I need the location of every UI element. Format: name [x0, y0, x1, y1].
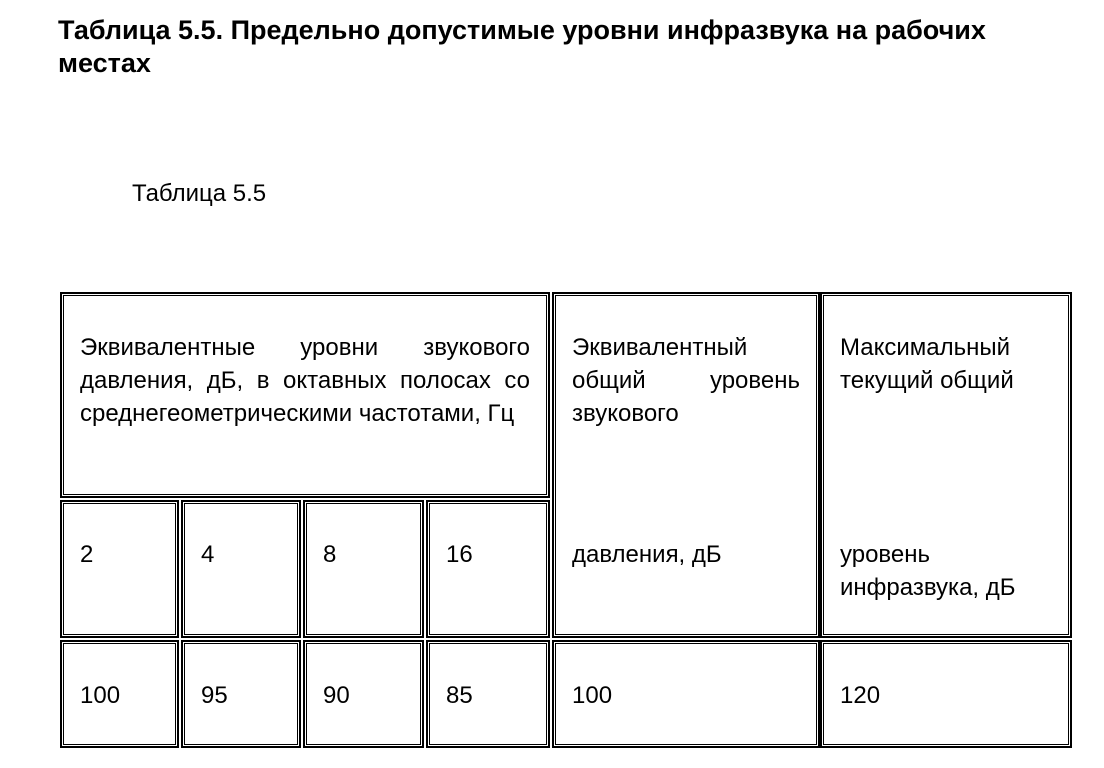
- max-value-cell: [820, 640, 1072, 748]
- header-group-text: Эквивалентные уровни звукового давления, дБ, в октавных полосах со среднегеометрическими частотами, Гц: [80, 334, 530, 427]
- equivalent-value: 100: [572, 682, 613, 709]
- frequency-cell-8: [303, 500, 424, 638]
- frequency-label: 2: [80, 541, 94, 568]
- table-caption: Таблица 5.5: [132, 180, 267, 207]
- value-cell-16hz: [426, 640, 550, 748]
- equivalent-header-top: Эквивалентный общий уровень звукового: [572, 334, 800, 427]
- equivalent-header-bottom: давления, дБ: [572, 541, 722, 568]
- equivalent-header-cell: [552, 292, 820, 638]
- max-value: 120: [840, 682, 881, 709]
- value-cell-4hz: [181, 640, 301, 748]
- frequency-cell-16: [426, 500, 550, 638]
- document-title: Таблица 5.5. Предельно допустимые уровни инфразвука на рабочих местах: [58, 15, 986, 78]
- frequency-label: 16: [446, 541, 473, 568]
- max-header-bottom: уровень инфразвука, дБ: [840, 541, 1016, 601]
- equivalent-value-cell: [552, 640, 820, 748]
- frequency-cell-4: [181, 500, 301, 638]
- frequency-cell-2: [60, 500, 179, 638]
- value-cell-2hz: [60, 640, 179, 748]
- max-header-top: Максимальный текущий общий: [840, 334, 1014, 394]
- frequency-label: 4: [201, 541, 215, 568]
- max-header-cell: [820, 292, 1072, 638]
- value-label: 100: [80, 682, 121, 709]
- value-label: 90: [323, 682, 350, 709]
- value-label: 95: [201, 682, 228, 709]
- header-group-cell: [60, 292, 550, 498]
- value-cell-8hz: [303, 640, 424, 748]
- value-label: 85: [446, 682, 473, 709]
- frequency-label: 8: [323, 541, 337, 568]
